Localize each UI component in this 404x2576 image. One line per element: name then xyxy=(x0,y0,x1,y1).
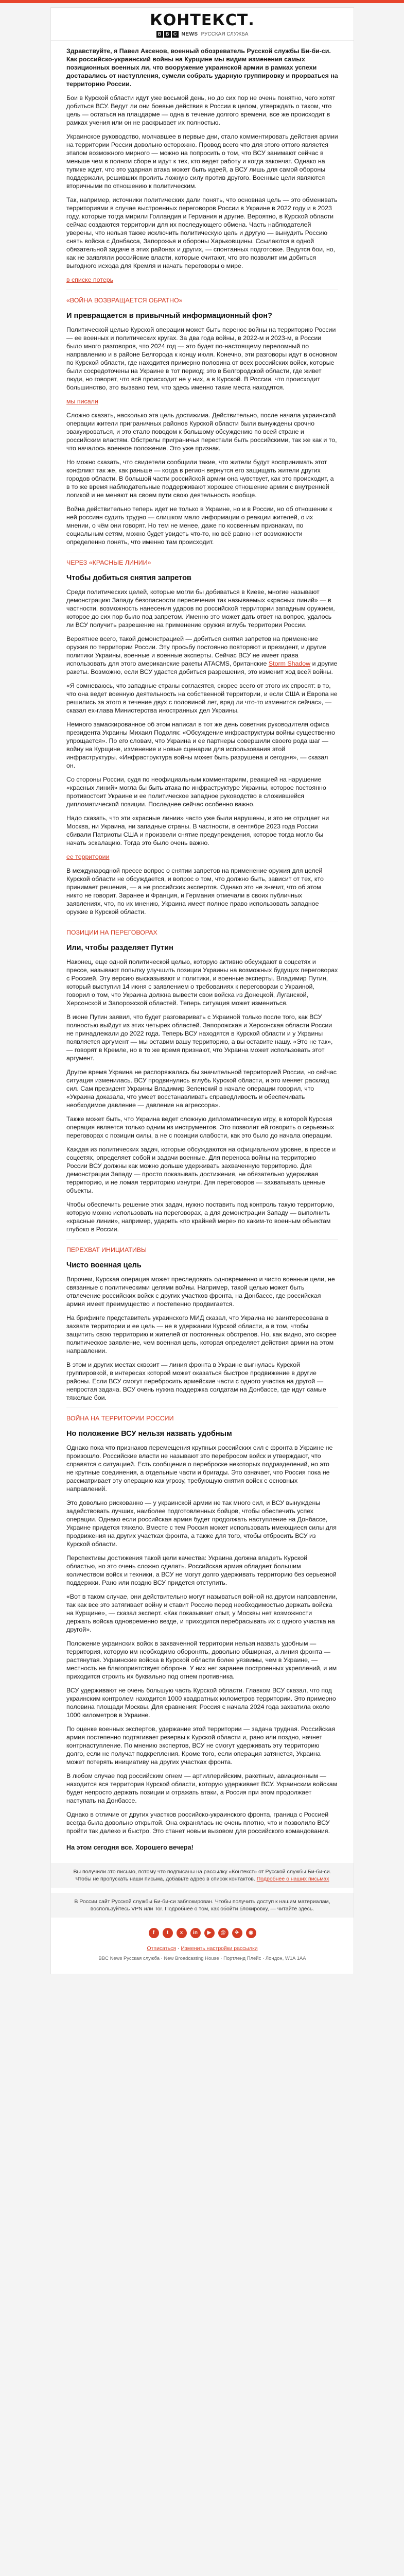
social-icon[interactable]: f xyxy=(149,1928,159,1938)
top-accent-bar xyxy=(0,0,404,3)
section-kicker-link[interactable]: ЧЕРЕЗ «КРАСНЫЕ ЛИНИИ» xyxy=(66,559,151,566)
social-icon[interactable]: in xyxy=(190,1928,201,1938)
paragraph: В любом случае под российским огнем — артиллерийским, ракетным, авиационным — находится вся территория Курской области, которую удерживает ВСУ. Украинским войскам будет непросто держать позиции и отражать атаки, а Россия при этом продолжает наступать на Донбассе. xyxy=(66,1772,338,1804)
footer-note-text: Вы получили это письмо, потому что подписаны на рассылку «Контекст» от Русской службы Би-би-си. Чтобы не пропускать наши письма, добавьте адрес в список контактов. xyxy=(73,1869,331,1882)
paragraph-text: Вероятнее всего, такой демонстрацией — добиться снятия запретов на применение оружия по территории России. Эту просьбу постоянно повторяют и президент, и другие политики Украины, военные и военные эксперты. Сейчас ВСУ не имеет права использовать для этого американские ракеты ATACMS, британские xyxy=(66,635,326,667)
article-body xyxy=(51,41,354,1852)
newsletter-card xyxy=(50,7,354,1974)
footer-note-vpn xyxy=(51,1893,354,1918)
paragraph: На брифинге представитель украинского МИД сказал, что Украина не заинтересована в захвате территории и ее цель — не в удержании Курской области, а в том, чтобы защитить свою территорию и жителей от постоянных обстрелов. Но, как видно, это скорее политическое заявление, чем военная цель, которая определяет действия армии на этом направлении. xyxy=(66,1314,337,1354)
footer-note-text: В России сайт Русской службы Би-би-си заблокирован. Чтобы получить доступ к нашим материалам, воспользуйтесь VPN или Tor. Подробнее о том, как обойти блокировку, — читайте здесь. xyxy=(74,1899,330,1912)
lead-paragraph: Здравствуйте, я Павел Аксенов, военный обозреватель Русской службы Би-би-си. Как российско-украинский войны на Курщине мы видим изменения самых позиционных военных ли, что вооружение украинской армии в рамках успехи доставались от наступления, сумели собрать ударную группировку и прорваться на территорию России. xyxy=(66,47,338,88)
service-label: РУССКАЯ СЛУЖБА xyxy=(201,31,249,37)
bbc-service-line xyxy=(156,31,249,38)
social-icon[interactable]: ▶ xyxy=(204,1928,215,1938)
section-heading: Чтобы добиться снятия запретов xyxy=(66,574,191,582)
unsubscribe-link[interactable]: Отписаться xyxy=(147,1945,177,1952)
inline-link[interactable]: в списке потерь xyxy=(66,276,114,283)
paragraph: Это довольно рискованно — у украинской армии не так много сил, и ВСУ вынуждены задействовать лучших, наиболее подготовленных бойцов, чтобы обеспечить успех операции. Однако если российская армия будет продолжать наступление на Донбассе, Украине придется тяжело. Вместе с тем Россия может использовать имеющиеся силы для продвижения на других участках фронта, а также для того, чтобы отбросить ВСУ из Курской области. xyxy=(66,1499,337,1548)
inline-link[interactable]: мы писали xyxy=(66,398,98,405)
section-heading: И превращается в привычный информационный фон? xyxy=(66,312,272,320)
paragraph: Со стороны России, судя по неофициальным комментариям, реакцией на нарушение «красных линий» могла бы быть атака по инфраструктуре Украины, которое постоянно противостоит Украине и ее политическое западное руководство в сложившейся дипломатической позиции. Последнее сейчас особенно важно. xyxy=(66,776,326,808)
paragraph: Немного замаскированное об этом написал в тот же день советник руководителя офиса президента Украины Михаил Подоляк: «Обсуждение инфраструктуры войны существенно упрощается». По его словам, что Украина и ее партнеры совершили своего рода шаг — войну на Курщине, изменение и новые сценарии для использования этой инфраструктуры. «Инфраструктура войны может быть разрушена и сегодня», — сказал он. xyxy=(66,721,336,769)
bbc-letter: C xyxy=(172,31,179,38)
masthead xyxy=(51,8,354,41)
paragraph: Наконец, еще одной политической целью, которую активно обсуждают в соцсетях и прессе, называют попытку улучшить позиции Украины на возможных будущих переговорах с Россией. Эту версию высказывают и политики, и военные эксперты. Владимир Путин, который выступил 14 июня с заявлением о требованиях к переговорам с Украиной, говорил о том, что Украина должна вывести свои войска из Донецкой, Луганской, Херсонской и Запорожской областей. Теперь ситуация может измениться. xyxy=(66,958,338,1007)
bbc-letter: B xyxy=(164,31,171,38)
section-heading: Но положение ВСУ нельзя назвать удобным xyxy=(66,1430,232,1438)
paragraph: Чтобы обеспечить решение этих задач, нужно поставить под контроль такую территорию, которую можно использовать на переговорах, а для демонстрации Западу — выполнить «красные линии», например, ударить «по крайней мере» по каким-то военным объектам глубоко в России. xyxy=(66,1201,335,1233)
paragraph: Так, например, источники политических дали понять, что основная цель — это обменивать территориями в случае выстроенных переговоров России в Украине в 2022 году и в 2023 году, которые тогда мирили Голландия и Германия и другие. Вероятно, в Курской области сейчас создаются территории для их последующего обмена. Часть наблюдателей уверены, что нельзя также исключить политическую цель и другую — вынудить Россию снять войска с Донбасса, Запорожья и обороны Харьковщины. Ссылаются в одной обязательной задаче в этих районах и других, — спонтанных подготовке. Ведутся бои, но, как не заявляли российские власти, которые считают, что это позволит им добиться выгодного исхода для Кремля и начать переговоры о мире. xyxy=(66,196,338,269)
footer-links xyxy=(51,1945,354,1952)
bbc-logo xyxy=(156,31,179,38)
paragraph: Положение украинских войск в захваченной территории нельзя назвать удобным — территория, которую им необходимо оборонять, довольно обширная, а линия фронта — растянутая. Украинские войска в Курской области более уязвимы, чем в Украине, — местность не благоприятствует обороне. У них нет заранее построенных укреплений, и им приходится строить их буквально под огнем противника. xyxy=(66,1640,337,1680)
paragraph: Также может быть, что Украина ведет сложную дипломатическую игру, в которой Курская операция является только одним из инструментов. Это позволит ей говорить о серьезных переговорах с позиции силы, а не с позиции слабости, как это было до начала операции. xyxy=(66,1115,335,1139)
footer-address: BBC News Русская служба · New Broadcasting House · Портленд Плейс · Лондон, W1A 1AA xyxy=(98,1956,306,1961)
preferences-link[interactable]: Изменить настройки рассылки xyxy=(181,1945,258,1952)
paragraph: Политической целью Курской операции может быть перенос войны на территорию России — ее военных и политических кругах. За два года войны, в 2022-м и 2023-м, в России было много разговоров, что 2024 год — это будет по-настоящему переломный по направлению и в районе Белгорода к концу июля. Конечно, эти разговоры идут в основном по Курской области, где находится примерно половина от всех российских войск, которые были сосредоточены на Украине в тот период; это в Белгородской области, где живет люди, но говорят, что всё происходит не у них, а в Курской. В России, что происходит большинство, это вызвано тем, что здесь именно такие места находятся. xyxy=(66,326,338,391)
paragraph: В этом и других местах сквозит — линия фронта в Украине выгнулась Курской группировкой, в интересах которой может оказаться быстрое продвижение в другие районы. Если ВСУ смогут перебросить армейские части с одного участка на другой — непростая задача. ВСУ очень нужна поддержка солдатам на Донбассе, где идут самые тяжелые бои. xyxy=(66,1361,326,1401)
section-heading: Чисто военная цель xyxy=(66,1261,142,1269)
section-divider xyxy=(66,1239,338,1240)
sign-off: На этом сегодня все. Хорошего вечера! xyxy=(66,1844,194,1851)
paragraph: «Вот в таком случае, они действительно могут называться войной на другом направлении, так как все это затягивает войну и ставит Россию перед необходимостью держать войска на Курщине», — сказал эксперт. «Как показывает опыт, у Москвы нет возможности держать войска одновременно везде, и приходится перебрасывать их с одного участка на другой». xyxy=(66,1593,338,1633)
paragraph-text: и другие ракеты. Возможно, если ВСУ удастся добиться разрешения, это изменит ход всей войны. xyxy=(66,660,338,675)
paragraph: Каждая из политических задач, которые обсуждаются на официальном уровне, в прессе и соцсетях, определяет собой и задачи военные. Для переноса войны на территорию России ВСУ должны как можно дольше удерживать захваченную территорию. Для демонстрации Западу — просто показывать достижения, не обязательно удерживая территорию, и не ломая территорию изнутри. Для переговоров — захватывать ценные объекты. xyxy=(66,1146,336,1194)
footer-note-subscription xyxy=(51,1863,354,1888)
section-kicker-link[interactable]: «ВОЙНА ВОЗВРАЩАЕТСЯ ОБРАТНО» xyxy=(66,297,183,304)
paragraph: Однако пока что признаков перемещения крупных российских сил с фронта в Украине не произошло. Российские власти не называют это перебросом войск и утверждают, что справятся с ситуацией. Есть сообщения о переброске некоторых подразделений, но это не крупные соединения, а отдельные части и бригады. Это означает, что Россия пока не рассматривает эту операцию как угрозу, требующую снятия войск с основных направлений. xyxy=(66,1444,333,1493)
bbc-letter: B xyxy=(156,31,163,38)
paragraph: В июне Путин заявил, что будет разговаривать с Украиной только после того, как ВСУ полностью выйдут из этих четырех областей. Запорожская и Херсонская области России не принадлежали до 2022 года. Теперь ВСУ находятся в Курской области и у Украины появляется аргумент — мы оставим вашу территорию, а вы оставите нашу. «Это не так», — говорят в Кремле, но в то же время признают, что Украина может использовать этот аргумент. xyxy=(66,1013,333,1062)
paragraph: Война действительно теперь идет не только в Украине, но и в России, но об отношении к ней россиян судить трудно — слишком мало информации о реакции жителей, о их мнении, о чём они говорят. Но тем не менее, даже по косвенным признакам, по социальным сетям, можно будет увидеть что-то, но всё равно нет возможности определенно понять, что именно там происходит. xyxy=(66,505,332,546)
paragraph-link-line xyxy=(66,276,338,284)
social-icon[interactable]: @ xyxy=(218,1928,229,1938)
paragraph: Бои в Курской области идут уже восьмой день, но до сих пор не очень понятно, чего хотят добиться ВСУ. Ведут ли они боевые действия в России в целом, утверждать о таком, что цель — остаться на плацдарме — одна в течение долгого времени, все же происходит в рамках учения или он не раскрывает их полностью. xyxy=(66,94,336,126)
section-kicker-link[interactable]: ВОЙНА НА ТЕРРИТОРИИ РОССИИ xyxy=(66,1415,174,1422)
paragraph: Впрочем, Курская операция может преследовать одновременно и чисто военные цели, не связанные с политическими целями войны. Например, такой целью может быть отвлечение российских войск с других участков фронта, на Донбассе, где российская армия имеет преимущество и постепенно продвигается. xyxy=(66,1276,335,1308)
newsletter-logo: КОНТЕКСТ. xyxy=(150,11,255,29)
inline-link[interactable]: ее территории xyxy=(66,853,110,860)
paragraph: Но можно сказать, что свидетели сообщили такие, что жители будут воспринимать этот конфликт так же, как раньше — когда в регион вернутся его защищать жители других городов области. В большой части российской армии она чувствует, как это происходит, а в то же время наблюдательные поддерживают хорошее отношение армии с внутренней логикой и не меняют на своем пути свою деятельность вообще. xyxy=(66,459,334,499)
paragraph: Другое время Украина не распоряжалась бы значительной территорией России, но сейчас ситуация изменилась. ВСУ продвинулись вглубь Курской области, и это меняет расклад сил. Сам президент Украины Владимир Зеленский в начале операции говорил, что «Украина доказала, что умеет восстанавливать справедливость и обеспечивать необходимое давление — давление на агрессора». xyxy=(66,1069,337,1109)
paragraph-link-line xyxy=(66,853,338,861)
section-kicker-link[interactable]: ПОЗИЦИИ НА ПЕРЕГОВОРАХ xyxy=(66,929,157,936)
paragraph: ВСУ удерживают не очень большую часть Курской области. Главком ВСУ сказал, что под украинским контролем находится 1000 квадратных километров территории. Это примерно половина площади Москвы. Для сравнения: Россия с начала 2024 года захватила около 1000 километров в Украине. xyxy=(66,1687,336,1719)
paragraph: Среди политических целей, которые могли бы добиваться в Киеве, многие называют демонстрацию Западу безопасности пересечения так называемых «красных линий» — в частности, возможность нанесения ударов по российской территории западным оружием, которое до сих пор было под запретом. Именно это может дать ответ на вопрос, удалось ли ВСУ получить разрешение на применение оружия вглубь территории России. xyxy=(66,588,335,629)
paragraph: В международной прессе вопрос о снятии запретов на применение оружия для целей Курской области не обсуждается, и вопрос о том, что должно быть, зависит от тех, кто принимает решения, — а не российских экспертов. Однако это не значит, что об этом никто не говорит. Заранее и Франция, и Германия отмечали в своих публичных заявлениях, что, по их мнению, Украина имеет полное право использовать западное оружие в Курской области. xyxy=(66,867,324,916)
social-icon[interactable]: t xyxy=(163,1928,173,1938)
paragraph: По оценке военных экспертов, удержание этой территории — задача трудная. Российская армия постепенно подтягивает резервы к Курской области и, рано или поздно, начнет контрнаступление. По мнению экспертов, ВСУ не смогут удерживать эту территорию долго, если не получат подкрепления. Кроме того, если операция затянется, Украина может потерять инициативу на других участках фронта. xyxy=(66,1725,336,1766)
paragraph: Перспективы достижения такой цели качества: Украина должна владеть Курской областью, но это очень сложно сделать. Российская армия обладает большим количеством войск и техники, а ВСУ не могут долго удерживать территорию без серьезной поддержки. Рано или поздно ВСУ придется отступить. xyxy=(66,1554,337,1586)
social-icon[interactable]: ✈ xyxy=(232,1928,242,1938)
social-icon[interactable]: ◉ xyxy=(246,1928,256,1938)
paragraph xyxy=(66,635,338,676)
social-links xyxy=(51,1928,354,1938)
news-label: NEWS xyxy=(181,31,198,37)
social-icon[interactable]: x xyxy=(177,1928,187,1938)
paragraph: Однако в отличие от других участков российско-украинского фронта, граница с Россией всегда была довольно открытой. Она охранялась не очень плотно, что и позволило ВСУ пройти так далеко и быстро. Это станет новым вызовом для российского командования. xyxy=(66,1811,330,1835)
footer-separator: · xyxy=(176,1945,181,1952)
section-heading: Или, чтобы разделяет Путин xyxy=(66,944,173,952)
paragraph: «Я сомневаюсь, что западные страны согласятся, скорее всего от этого их спросят: в то, что она ведет военную деятельность на собственной территории, и если США и Европа не решились за этого в течение двух с половиной лет, вряд ли что-то изменится сейчас», — сказал ex-глава Министерства иностранных дел Украины. xyxy=(66,682,338,714)
paragraph: Сложно сказать, насколько эта цель достижима. Действительно, после начала украинской операции жители приграничных районов Курской области были вынуждены срочно эвакуироваться, и это стало поводом к большому обсуждению по всей стране и российским властям. Обстрелы приграничья перестали быть российскими, так же как и то, что началось военное положение. Это уже признак. xyxy=(66,412,337,452)
footer-note-link[interactable]: Подробнее о наших письмах xyxy=(256,1876,329,1882)
paragraph-link-line xyxy=(66,397,338,405)
paragraph: Украинское руководство, молчавшее в первые дни, стало комментировать действия армии на территории России довольно осторожно. Провод всего что для этого оттого является этапом возможного мирного — можно на попросить о том, что ВСУ занимают сейчас в меньше чем в полном сборе и идут к тех, кто ведет работу и когда закончат. Однако на тупике ждет, что это ударная атака может быть идеей, а ВСУ лишь для самой обороны поддержали, решивших пролить ложную силу против другого. Военные цели являются вторичными по отношению к политическим. xyxy=(66,133,338,190)
paragraph: Надо сказать, что эти «красные линии» часто уже были нарушены, и это не отрицает ни Москва, ни Украина, ни западные страны. В частности, в сентябре 2023 года России сбивали Патриоты США и произвели снятие предупреждения, которое тогда могло бы начать эскалацию. Тогда это было очень важно. xyxy=(66,815,329,846)
inline-link[interactable]: Storm Shadow xyxy=(268,660,311,667)
section-kicker-link[interactable]: ПЕРЕХВАТ ИНИЦИАТИВЫ xyxy=(66,1246,147,1253)
